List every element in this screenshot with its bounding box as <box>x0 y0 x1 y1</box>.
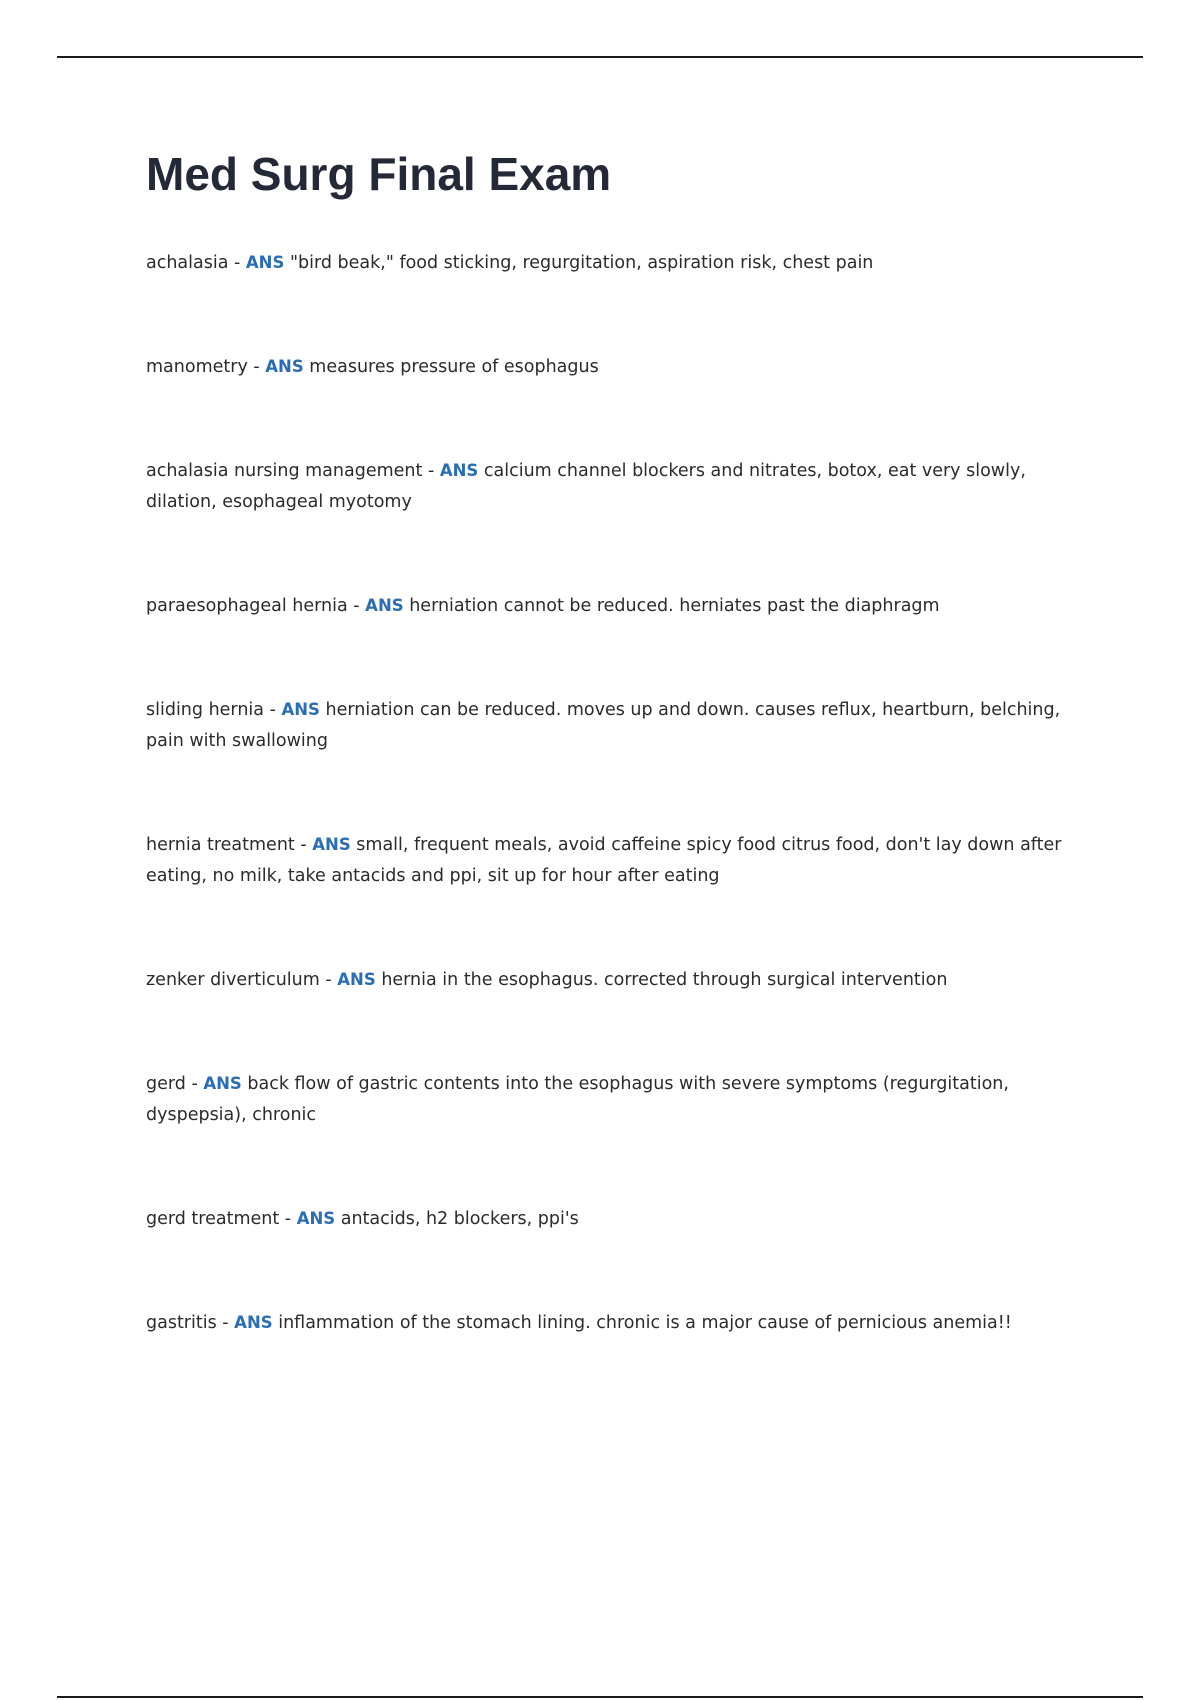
qa-term: manometry <box>146 357 248 377</box>
header-rule <box>57 56 1143 58</box>
qa-item <box>146 1203 1086 1235</box>
ans-label: ANS <box>234 1313 273 1332</box>
ans-label: ANS <box>337 970 376 989</box>
qa-separator: - <box>422 461 440 481</box>
qa-term: gastritis <box>146 1313 217 1333</box>
qa-separator: - <box>279 1209 297 1229</box>
qa-term: achalasia <box>146 253 229 273</box>
qa-term: paraesophageal hernia <box>146 596 348 616</box>
ans-label: ANS <box>439 461 479 480</box>
qa-separator: - <box>264 700 282 720</box>
qa-term: gerd <box>146 1074 186 1094</box>
qa-list <box>146 247 1086 1339</box>
qa-answer: herniation cannot be reduced. herniates past the diaphragm <box>409 596 940 616</box>
ans-label: ANS <box>203 1074 242 1093</box>
qa-separator: - <box>294 835 313 855</box>
qa-item <box>146 1307 1086 1339</box>
qa-answer: hernia in the esophagus. corrected through surgical intervention <box>381 970 948 990</box>
qa-term: gerd treatment <box>146 1209 280 1229</box>
ans-label: ANS <box>265 357 304 376</box>
qa-separator: - <box>216 1313 235 1333</box>
ans-label: ANS <box>281 700 320 719</box>
qa-answer: antacids, h2 blockers, ppi's <box>340 1209 579 1229</box>
qa-item <box>146 964 1086 996</box>
qa-answer: back flow of gastric contents into the esophagus with severe symptoms (regurgitation, dyspepsia), chronic <box>146 1074 1009 1125</box>
qa-answer: herniation can be reduced. moves up and down. causes reflux, heartburn, belching, pain with swallowing <box>146 700 1061 751</box>
qa-separator: - <box>319 970 338 990</box>
qa-answer: measures pressure of esophagus <box>309 357 599 377</box>
qa-item <box>146 1068 1086 1131</box>
qa-answer: calcium channel blockers and nitrates, botox, eat very slowly, dilation, esophageal myotomy <box>146 461 1026 512</box>
qa-item <box>146 694 1086 757</box>
ans-label: ANS <box>296 1209 336 1228</box>
qa-answer: "bird beak," food sticking, regurgitation, aspiration risk, chest pain <box>289 253 874 273</box>
qa-separator: - <box>228 253 246 273</box>
qa-term: hernia treatment <box>146 835 295 855</box>
qa-separator: - <box>185 1074 204 1094</box>
qa-item <box>146 590 1086 622</box>
footer-rule <box>57 1696 1143 1698</box>
qa-answer: small, frequent meals, avoid caffeine spicy food citrus food, don't lay down after eating, no milk, take antacids and ppi, sit up for hour after eating <box>146 835 1062 886</box>
qa-separator: - <box>347 596 366 616</box>
ans-label: ANS <box>365 596 404 615</box>
ans-label: ANS <box>245 253 285 272</box>
qa-answer: inflammation of the stomach lining. chronic is a major cause of pernicious anemia!! <box>278 1313 1012 1333</box>
qa-item <box>146 455 1086 518</box>
qa-separator: - <box>247 357 266 377</box>
qa-term: achalasia nursing management <box>146 461 423 481</box>
document-body <box>146 138 1086 1339</box>
qa-item <box>146 351 1086 383</box>
ans-label: ANS <box>312 835 351 854</box>
document-title: Med Surg Final Exam <box>146 148 612 200</box>
qa-term: zenker diverticulum <box>146 970 320 990</box>
qa-term: sliding hernia <box>146 700 264 720</box>
qa-item <box>146 829 1086 892</box>
qa-item <box>146 247 1086 279</box>
